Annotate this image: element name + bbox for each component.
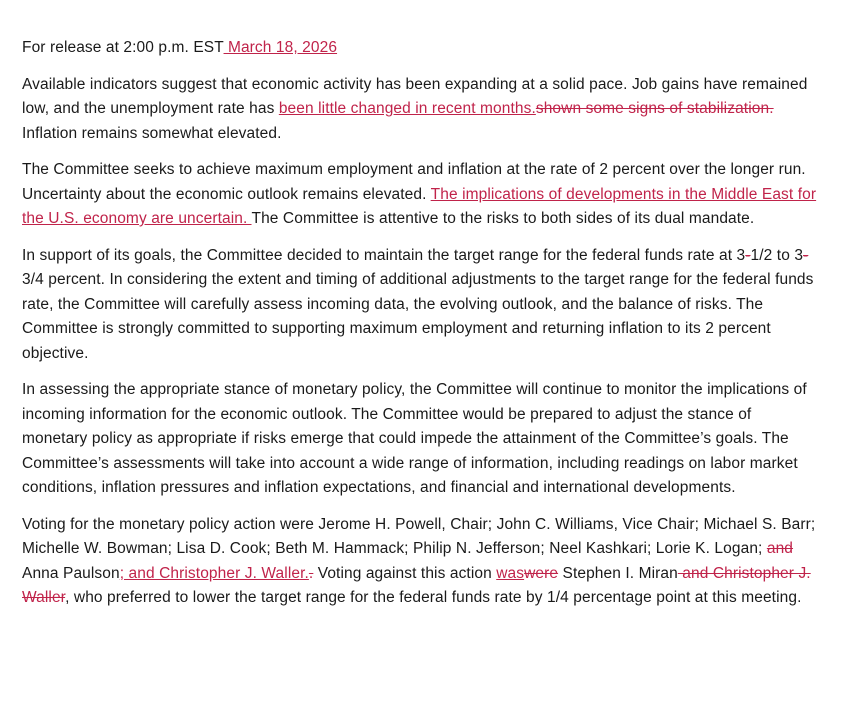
deleted-text: and Christopher J. Waller <box>22 564 811 606</box>
inserted-text: The implications of developments in the Middle East for the U.S. economy are uncertain. <box>22 185 817 227</box>
text-run: , who preferred to lower the target range for the federal funds rate by 1/4 percentage point at this meeting. <box>65 589 802 606</box>
deleted-text: - <box>803 246 809 264</box>
inserted-release-date: March 18, 2026 <box>223 39 338 56</box>
paragraph-policy-stance <box>22 378 821 501</box>
paragraph-economic-activity <box>22 73 821 147</box>
text-run: In support of its goals, the Committee decided to maintain the target range for the federal funds rate at 3 <box>22 246 746 264</box>
inserted-text: ; and Christopher J. Waller. <box>119 564 309 582</box>
text-run: Available indicators suggest that economic activity has been expanding at a solid pace. Job gains have remained low, and the unemployment rate has <box>22 75 808 117</box>
deleted-text: shown some signs of stabilization. <box>535 100 774 117</box>
text-run: Inflation remains somewhat elevated. <box>22 124 282 142</box>
text-run: Stephen I. Miran <box>558 564 678 582</box>
text-run: 3/4 percent. In considering the extent and timing of additional adjustments to the target range for the federal funds rate, the Committee will carefully assess incoming data, the evolving outlook, and the balance of risks. The Committee is strongly committed to supporting maximum employment and returning inflation to its 2 percent objective. <box>22 271 814 362</box>
release-prefix: For release at 2:00 p.m. EST <box>22 39 224 56</box>
paragraph-committee-goals <box>22 158 821 232</box>
deleted-text: . <box>308 564 314 582</box>
text-run: 1/2 to 3 <box>750 246 804 264</box>
deleted-text: - <box>745 246 751 264</box>
text-run: The Committee is attentive to the risks to both sides of its dual mandate. <box>251 210 755 227</box>
text-run: The Committee seeks to achieve maximum employment and inflation at the rate of 2 percent over the longer run. Uncertainty about the economic outlook remains elevated. <box>22 161 806 203</box>
text-run: Anna Paulson <box>22 564 120 582</box>
paragraph-voting <box>22 513 821 611</box>
inserted-text: been little changed in recent months. <box>278 100 536 117</box>
release-line <box>22 36 821 61</box>
paragraph-policy-decision <box>22 244 821 367</box>
inserted-text: was <box>496 564 525 582</box>
text-run: In assessing the appropriate stance of monetary policy, the Committee will continue to monitor the implications of incoming information for the economic outlook. The Committee would be prepared to adjust the stance of monetary policy as appropriate if risks emerge that could impede the attainment of the Committee’s goals. The Committee’s assessments will take into account a wide range of information, including readings on labor market conditions, inflation pressures and inflation expectations, and financial and international developments. <box>22 381 807 496</box>
deleted-text: and <box>766 540 794 557</box>
text-run: Voting for the monetary policy action were Jerome H. Powell, Chair; John C. Williams, Vice Chair; Michael S. Barr; Michelle W. Bowman; Lisa D. Cook; Beth M. Hammack; Philip N. Jefferson; Neel Kashkari; Lorie K. Logan; <box>22 515 816 557</box>
text-run: Voting against this action <box>313 564 497 582</box>
deleted-text: were <box>524 564 559 582</box>
